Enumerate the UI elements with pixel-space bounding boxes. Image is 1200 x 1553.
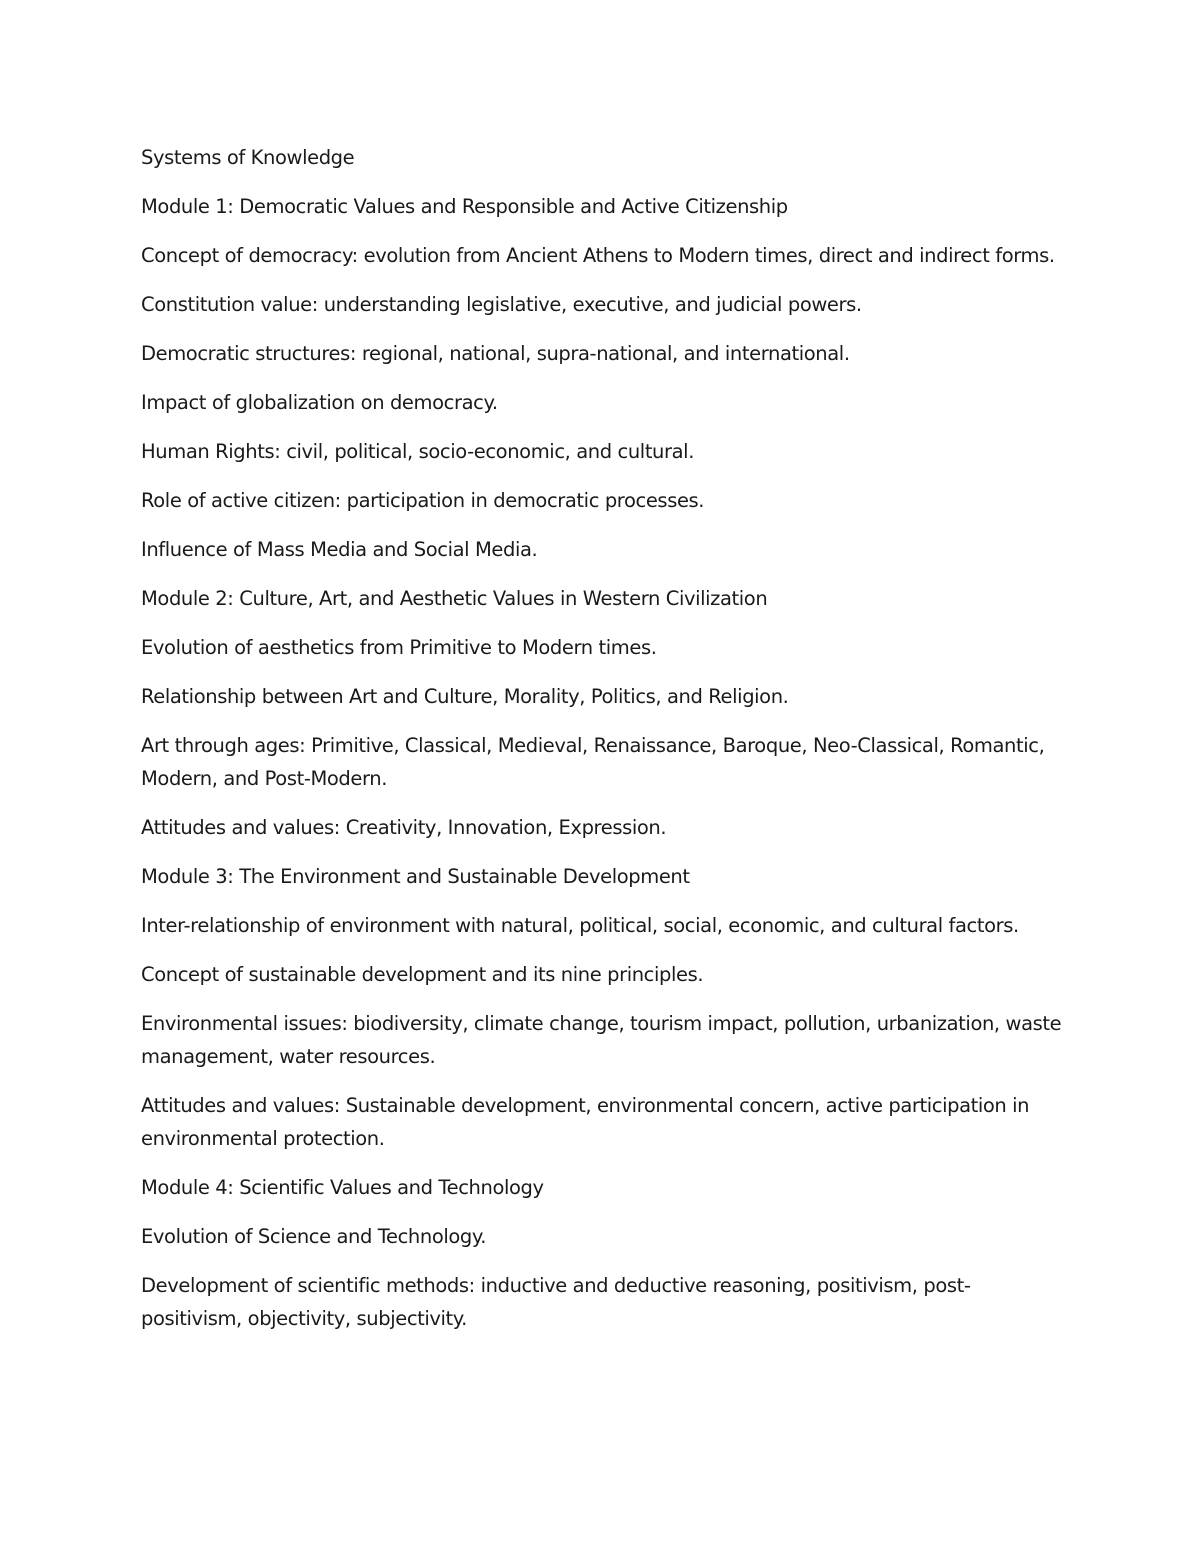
module-2-item: Art through ages: Primitive, Classical, Medieval, Renaissance, Baroque, Neo-Classical, Romantic, Modern, and Post-Modern.	[141, 734, 1045, 790]
module-1-heading: Module 1: Democratic Values and Responsible and Active Citizenship	[141, 195, 788, 218]
module-4-item: Evolution of Science and Technology.	[141, 1225, 487, 1248]
module-3-item: Attitudes and values: Sustainable development, environmental concern, active participation in environmental protection.	[141, 1094, 1030, 1150]
module-1-item: Democratic structures: regional, national, supra-national, and international.	[141, 342, 850, 365]
module-1-item: Role of active citizen: participation in democratic processes.	[141, 489, 705, 512]
module-4-item: Development of scientific methods: inductive and deductive reasoning, positivism, post-positivism, objectivity, subjectivity.	[141, 1274, 971, 1330]
module-3-item: Concept of sustainable development and its nine principles.	[141, 963, 704, 986]
document-body	[141, 141, 1066, 1351]
module-2-item: Relationship between Art and Culture, Morality, Politics, and Religion.	[141, 685, 789, 708]
module-2-heading: Module 2: Culture, Art, and Aesthetic Values in Western Civilization	[141, 587, 768, 610]
module-2-item: Evolution of aesthetics from Primitive to Modern times.	[141, 636, 657, 659]
document-title: Systems of Knowledge	[141, 146, 355, 169]
module-3-heading: Module 3: The Environment and Sustainable Development	[141, 865, 690, 888]
module-3-item: Inter-relationship of environment with natural, political, social, economic, and cultural factors.	[141, 914, 1019, 937]
module-2-item: Attitudes and values: Creativity, Innovation, Expression.	[141, 816, 667, 839]
module-1-item: Human Rights: civil, political, socio-economic, and cultural.	[141, 440, 695, 463]
module-4-heading: Module 4: Scientific Values and Technology	[141, 1176, 544, 1199]
module-3-item: Environmental issues: biodiversity, climate change, tourism impact, pollution, urbanization, waste management, water resources.	[141, 1012, 1062, 1068]
module-1-item: Influence of Mass Media and Social Media.	[141, 538, 538, 561]
module-1-item: Concept of democracy: evolution from Ancient Athens to Modern times, direct and indirect forms.	[141, 244, 1055, 267]
module-1-item: Constitution value: understanding legislative, executive, and judicial powers.	[141, 293, 862, 316]
module-1-item: Impact of globalization on democracy.	[141, 391, 498, 414]
